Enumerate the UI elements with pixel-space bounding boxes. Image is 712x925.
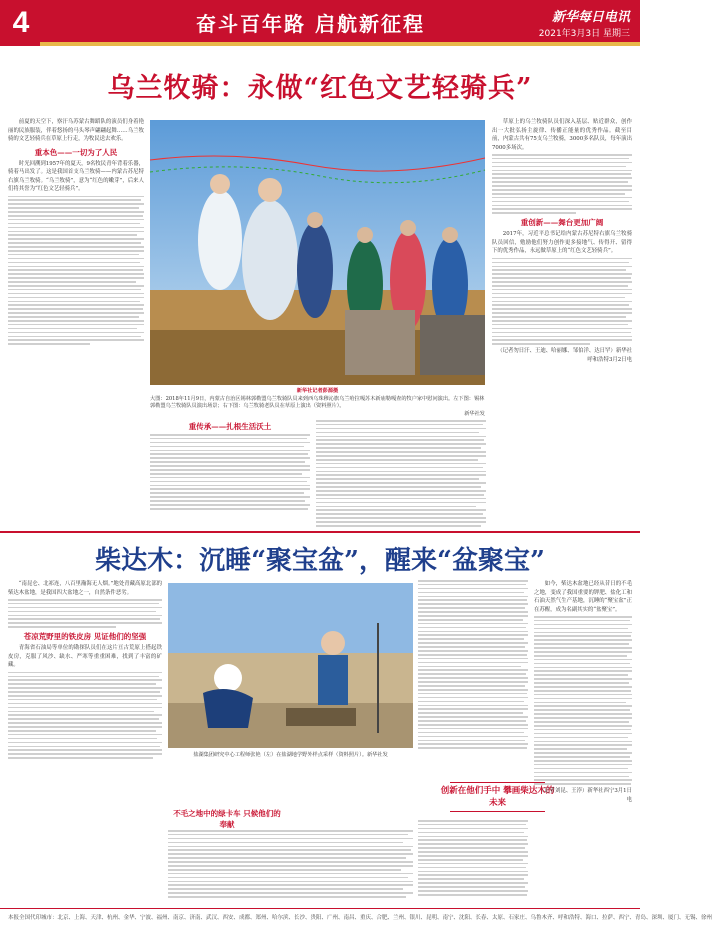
article1-subhead-b: 重创新——舞台更加广阔: [520, 218, 604, 228]
article2-headline: 柴达木：沉睡“聚宝盆”，醒来“盆聚宝”: [95, 546, 545, 576]
print-cities-footer: 本报全国代印城市：北京、上海、天津、杭州、金华、宁波、福州、南京、济南、武汉、西安、成都、郑州、哈尔滨、长沙、贵阳、广州、南昌、重庆、合肥、兰州、银川、昆明、南宁、沈阳、长春、太原、石家庄、乌鲁木齐、呼和浩特、海口、拉萨、西宁、青岛、深圳、厦门、无锡、徐州: [0, 908, 640, 925]
article1-text-lines: [8, 196, 144, 345]
article2-pull-quote: 创新在他们手中 攀画柴达木的未来: [440, 786, 555, 808]
article1-column-2: [150, 420, 310, 528]
article1-column-1: [8, 118, 144, 530]
article1-column-3: [316, 420, 486, 528]
newspaper-brand: 新华每日电讯: [551, 10, 630, 25]
article1-col3-text-lines: [316, 420, 486, 527]
pull-quote-rule-top: [450, 782, 545, 783]
article1-col4-body: 草原上的乌兰牧骑队员们深入基层、贴近群众，创作出一大批弘扬主旋律、传播正能量的优秀作品。截至目前，内蒙古共有75支乌兰牧骑，3000多名队员，每年演出7000多场次。: [492, 119, 632, 151]
article1-subhead-c: 重传承——扎根生活沃土: [188, 422, 272, 431]
pull-quote-rule-bottom: [450, 811, 545, 812]
article2-signature: （记者刘昆、王浡）新华社西宁3月1日电: [538, 788, 632, 803]
article1-photo-caption: 大图：2018年11月9日，内蒙古自治区锡林郭勒盟乌兰牧骑队员来到西乌珠穆沁旗乌兰哈拉嘎苏木新庙勒嘎查的牧户家中慰问演出。左下图：锡林郭勒盟乌兰牧骑队员演出场景；右下图：乌兰牧骑老队员在草原上演出（资料照片）。: [150, 395, 485, 409]
page-header: [0, 0, 640, 46]
article1-main-photo: [150, 120, 485, 385]
article2-subhead-b: 不毛之地中的绿卡车 只候他们的奉献: [173, 809, 281, 829]
article2-col2-text-lines: [168, 830, 413, 898]
article2-col1-text-lines-b: [8, 672, 162, 759]
article1-column-4: [492, 118, 632, 530]
photo-credit-title: 新华社记者彭源摄: [296, 388, 339, 394]
article2-column-2: [168, 830, 413, 905]
article2-photo: [168, 583, 413, 748]
article2-body: 青海省石油局等单位的勘探队员们在这片亘古荒原上搭起铁皮房，克服了风沙、缺水、严寒等重重困难，找到了丰富的矿藏。: [8, 645, 162, 669]
article2-subhead-a: 苍凉荒野里的铁皮房 见证他们的坚强: [23, 632, 147, 642]
article2-col1-text-lines-a: [8, 599, 162, 628]
article2-col4-text-lines: [534, 616, 632, 785]
article2-col3b-text-lines: [418, 820, 528, 896]
article1-signature: （记者勿日汗、王迪、哈丽娜、邹伯洋、达日罕）新华社呼和浩特3月2日电: [497, 348, 632, 363]
article2-col3-text-lines: [418, 580, 528, 749]
article1-photo-credit: 新华社发: [464, 410, 485, 417]
article1-col4-text-lines-b: [492, 258, 632, 345]
article1-col4-body2: 2017年，习近平总书记给内蒙古苏尼特右旗乌兰牧骑队员回信，勉励他们努力创作更多接地气、传得开、留得下的优秀作品，永远做草原上的“红色文艺轻骑兵”。: [492, 231, 632, 255]
article1-headline: 乌兰牧骑：永做“红色文艺轻骑兵”: [107, 73, 533, 104]
header-band: [40, 42, 640, 46]
article1-body: 时光回溯到1957年的夏天，9名牧民青年背着乐器，骑着马出发了。这是我国首支乌兰牧骑——内蒙古苏尼特右旗乌兰牧骑。“乌兰牧骑”，意为“红色的嫩芽”，后来人们将其誉为“红色文艺轻骑兵”。: [8, 160, 144, 192]
article2-column-4: [534, 580, 632, 905]
page-number: 4: [12, 6, 30, 39]
article1-subhead-a: 重本色——一切为了人民: [34, 147, 118, 157]
article1-intro: 前夏的天空下，察汗乌苏蒙古舞蹈队的演员们身着艳丽的民族服装，伴着悠扬的马头琴声翩翩起舞……乌兰牧骑的文艺轻骑兵在草原上行走，为牧民送去欢乐。: [8, 119, 144, 142]
issue-date: 2021年3月3日 星期三: [538, 29, 630, 39]
article1-col2-text-lines: [150, 434, 310, 510]
header-slogan: 奋斗百年路 启航新征程: [196, 12, 425, 36]
article2-col4-body: 如今，柴达木盆地已经从昔日的不毛之地，变成了我国重要的钾肥、盐化工和石油天然气生产基地，沉睡的“聚宝盆”正在苏醒，成为名副其实的“盆聚宝”。: [534, 581, 632, 613]
article2-column-3: [418, 580, 528, 775]
section-divider: [0, 531, 640, 533]
article1-col4-text-lines-a: [492, 154, 632, 214]
article2-intro: “南昆仑、北祁连，八百里瀚海无人烟。”地处青藏高原北部的柴达木盆地，是我国四大盆地之一，自然条件恶劣。: [8, 581, 162, 596]
grassland-dancers-illustration: [150, 120, 485, 385]
article1-photo-caption-block: [150, 388, 485, 418]
article2-photo-caption: 盐湖集团研究中心工程师张艳（左）在盐湖地学野外样点采样（资料照片）。新华社发: [193, 752, 388, 758]
article2-column-1: [8, 580, 162, 905]
salt-lake-sampling-illustration: [168, 583, 413, 748]
article2-column-3b: [418, 820, 528, 905]
